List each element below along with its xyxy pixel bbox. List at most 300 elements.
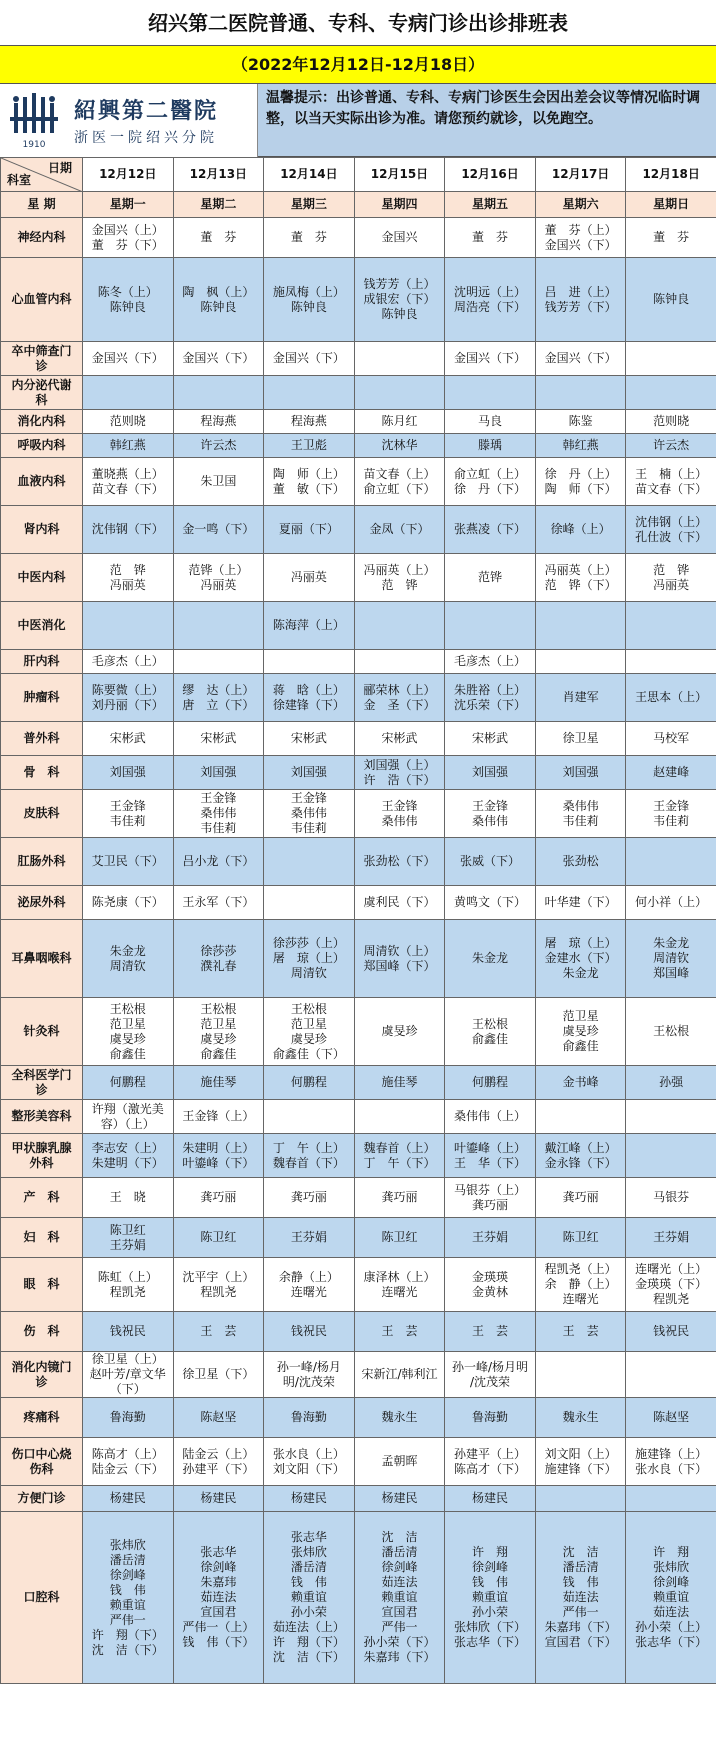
doctor-entry: 董 芬 [200, 230, 237, 244]
doctor-entry: 陈赵坚 [200, 1410, 237, 1424]
schedule-cell [626, 886, 716, 920]
schedule-cell [354, 1512, 445, 1684]
department-cell [1, 1258, 83, 1312]
schedule-cell [626, 1486, 716, 1512]
schedule-cell [354, 1352, 445, 1398]
schedule-cell [264, 920, 355, 998]
doctor-entry: 徐莎莎（上） [272, 936, 345, 950]
schedule-cell [445, 506, 536, 554]
department-cell [1, 376, 83, 410]
doctor-entry: 俞鑫佳 [472, 1031, 509, 1046]
doctor-entry: 陶 师（上） [272, 466, 345, 481]
doctor-entry: 陈卫红 [109, 1222, 146, 1237]
doctor-entry: 孙小荣（上） [635, 1620, 708, 1634]
department-name: 全科医学门 [11, 1067, 72, 1082]
doctor-entry: 孙小荣 [290, 1605, 327, 1619]
doctor-entry: 魏春首（下） [272, 1155, 345, 1170]
weekday-header: 星期五 [445, 192, 536, 218]
schedule-cell [173, 674, 264, 722]
schedule-cell [445, 838, 536, 886]
doctor-entry: 金瑛瑛（下） [635, 1277, 708, 1291]
schedule-cell [173, 258, 264, 342]
department-name: 整形美容科 [11, 1109, 72, 1123]
schedule-cell [83, 1066, 174, 1100]
department-cell [1, 458, 83, 506]
schedule-cell [626, 410, 716, 434]
doctor-entry: 吕小龙（下） [182, 854, 255, 868]
schedule-cell [83, 1100, 174, 1134]
schedule-cell [173, 1066, 264, 1100]
schedule-cell [535, 602, 626, 650]
doctor-entry: 徐剑峰 [109, 1567, 146, 1582]
doctor-entry: 何鹏程 [290, 1075, 327, 1089]
schedule-cell [626, 1218, 716, 1258]
schedule-cell [83, 886, 174, 920]
department-name: 外科 [29, 1155, 54, 1170]
header-band [0, 84, 716, 157]
schedule-cell [445, 410, 536, 434]
schedule-cell [83, 998, 174, 1066]
doctor-entry: 刘国强 [109, 765, 146, 779]
schedule-cell [354, 218, 445, 258]
doctor-entry: 金建水（下） [544, 951, 617, 965]
doctor-entry: 钱 伟 [109, 1582, 146, 1597]
schedule-cell [83, 434, 174, 458]
schedule-cell [535, 258, 626, 342]
hospital-logo [0, 84, 258, 157]
doctor-entry: 王金锋 [653, 798, 690, 813]
schedule-cell [83, 1258, 174, 1312]
weekday-header: 星期三 [264, 192, 355, 218]
schedule-row [1, 434, 716, 458]
schedule-row [1, 1512, 716, 1684]
schedule-row [1, 920, 716, 998]
doctor-entry: 郑国峰（下） [363, 958, 436, 973]
department-cell [1, 1398, 83, 1438]
doctor-entry: 钱祝民 [653, 1324, 690, 1338]
schedule-cell [354, 1100, 445, 1134]
doctor-entry: 范卫星 [290, 1016, 327, 1031]
doctor-entry: 王永军（下） [182, 895, 255, 909]
schedule-cell [626, 998, 716, 1066]
schedule-cell [173, 886, 264, 920]
schedule-cell [445, 218, 536, 258]
department-name: 口腔科 [23, 1590, 60, 1604]
doctor-entry: 徐剑峰 [200, 1560, 237, 1574]
schedule-cell [264, 342, 355, 376]
schedule-cell [173, 342, 264, 376]
schedule-row [1, 1438, 716, 1486]
doctor-entry: 宣国君 [381, 1605, 418, 1619]
schedule-cell [264, 886, 355, 920]
schedule-cell [445, 554, 536, 602]
doctor-entry: 金永锋（下） [544, 1155, 617, 1170]
doctor-entry: 范卫星 [200, 1016, 237, 1031]
doctor-entry: 张志华 [290, 1530, 327, 1544]
doctor-entry: 刘文阳（下） [272, 1461, 345, 1476]
doctor-entry: 赖重谊 [653, 1590, 690, 1604]
schedule-cell [535, 1100, 626, 1134]
schedule-cell [354, 1438, 445, 1486]
schedule-cell [535, 1178, 626, 1218]
schedule-cell [354, 258, 445, 342]
doctor-entry: 冯丽英 [653, 577, 690, 592]
schedule-cell [626, 258, 716, 342]
doctor-entry: 宋新江/韩利江 [361, 1367, 438, 1381]
department-cell [1, 506, 83, 554]
weekday-label: 星 期 [1, 192, 83, 218]
weekday-header: 星期六 [535, 192, 626, 218]
schedule-cell [535, 342, 626, 376]
schedule-cell [445, 998, 536, 1066]
schedule-cell [173, 602, 264, 650]
doctor-entry: 茹连法 [653, 1605, 690, 1619]
doctor-entry: 朱卫国 [200, 474, 237, 488]
doctor-entry: 钱祝民 [290, 1324, 327, 1338]
schedule-cell [535, 218, 626, 258]
schedule-cell [354, 1312, 445, 1352]
schedule-cell [535, 506, 626, 554]
doctor-entry: 鲁海勤 [472, 1410, 509, 1424]
doctor-entry: 金国兴（下） [454, 351, 527, 365]
department-cell [1, 554, 83, 602]
schedule-cell [354, 376, 445, 410]
schedule-cell [445, 1100, 536, 1134]
doctor-entry: 虞旻珍 [562, 1024, 599, 1038]
schedule-cell [626, 790, 716, 838]
schedule-cell [173, 920, 264, 998]
doctor-entry: 王 晓 [109, 1190, 146, 1204]
schedule-row [1, 1066, 716, 1100]
doctor-entry: 何鹏程 [109, 1075, 146, 1089]
schedule-row [1, 342, 716, 376]
schedule-cell [626, 602, 716, 650]
doctor-entry: 施佳琴 [200, 1075, 237, 1089]
schedule-cell [83, 790, 174, 838]
schedule-cell [264, 1486, 355, 1512]
schedule-cell [264, 434, 355, 458]
department-cell [1, 1312, 83, 1352]
schedule-cell [354, 790, 445, 838]
schedule-cell [173, 1178, 264, 1218]
department-cell [1, 1486, 83, 1512]
schedule-cell [445, 434, 536, 458]
schedule-cell [626, 1178, 716, 1218]
doctor-entry: 刘国强 [200, 765, 237, 779]
department-name: 伤 科 [23, 1324, 60, 1338]
schedule-cell [445, 376, 536, 410]
schedule-cell [354, 886, 445, 920]
doctor-entry: 郑国峰 [653, 966, 690, 980]
doctor-entry: 宣国君 [200, 1605, 237, 1619]
doctor-entry: 桑伟伟 [562, 798, 599, 813]
doctor-entry: 潘岳清 [562, 1560, 599, 1574]
schedule-cell [626, 458, 716, 506]
schedule-cell [445, 342, 536, 376]
doctor-entry: 程凯尧 [653, 1292, 690, 1306]
schedule-cell [83, 602, 174, 650]
schedule-row [1, 722, 716, 756]
doctor-entry: 施佳琴 [381, 1075, 418, 1089]
schedule-cell [535, 674, 626, 722]
doctor-entry: 陈卫红 [381, 1230, 418, 1244]
doctor-entry: 马银芬（上） [454, 1182, 527, 1197]
department-name: 方便门诊 [17, 1491, 66, 1505]
doctor-entry: 夏丽（下） [278, 522, 339, 536]
doctor-entry: 范铧（上） [188, 562, 249, 577]
doctor-entry: 王 芸 [200, 1324, 237, 1338]
doctor-entry: 屠 琼（上） [272, 951, 345, 965]
schedule-row [1, 1258, 716, 1312]
doctor-entry: 钱祝民 [109, 1324, 146, 1338]
doctor-entry: 连曙光 [562, 1292, 599, 1306]
doctor-entry: 范卫星 [109, 1016, 146, 1031]
doctor-entry: 施凤梅（上） [272, 284, 345, 299]
date-header: 12月18日 [626, 158, 716, 192]
doctor-entry: 冯丽英（上） [363, 562, 436, 577]
department-name: 耳鼻咽喉科 [11, 951, 72, 965]
doctor-entry: 沈乐荣（下） [454, 697, 527, 712]
doctor-entry: 连曙光（上） [635, 1262, 708, 1276]
doctor-entry: 钱 伟 [472, 1575, 509, 1589]
schedule-row [1, 1100, 716, 1134]
doctor-entry: 王松根 [109, 1001, 146, 1016]
doctor-entry: 周清钦 [290, 966, 327, 980]
schedule-row [1, 218, 716, 258]
department-cell [1, 838, 83, 886]
department-name: 消化内科 [17, 414, 66, 428]
doctor-entry: 茹连法 [562, 1590, 599, 1604]
schedule-cell [445, 650, 536, 674]
schedule-cell [264, 1178, 355, 1218]
doctor-entry: 韦佳莉 [653, 813, 690, 828]
doctor-entry: 徐莎莎 [200, 943, 237, 958]
doctor-entry: 魏永生 [381, 1410, 418, 1424]
doctor-entry: 沈伟钢（上） [635, 514, 708, 529]
doctor-entry: 王松根 [653, 1024, 690, 1038]
doctor-entry: 虞旻珍 [381, 1024, 418, 1038]
doctor-entry: 范 铧（下） [544, 577, 617, 592]
doctor-entry: 肖建军 [562, 690, 599, 704]
schedule-cell [83, 674, 174, 722]
schedule-row [1, 506, 716, 554]
doctor-entry: 毛彦杰（上） [91, 654, 164, 668]
doctor-entry: 王芬娟 [109, 1237, 146, 1252]
department-name: 肝内科 [23, 654, 60, 668]
schedule-row [1, 1352, 716, 1398]
doctor-entry: 钱 伟 [290, 1575, 327, 1589]
schedule-cell [173, 1352, 264, 1398]
schedule-cell [173, 376, 264, 410]
schedule-cell [626, 1398, 716, 1438]
schedule-cell [354, 674, 445, 722]
schedule-row [1, 1178, 716, 1218]
schedule-row [1, 410, 716, 434]
schedule-cell [354, 434, 445, 458]
doctor-entry: 陆金云（下） [91, 1461, 164, 1476]
doctor-entry: 康泽林（上） [363, 1269, 436, 1284]
schedule-cell [626, 1100, 716, 1134]
schedule-cell [535, 886, 626, 920]
doctor-entry: 王芬娟 [653, 1230, 690, 1244]
doctor-entry: 韩红燕 [109, 438, 146, 452]
doctor-entry: 宋彬武 [381, 731, 418, 745]
schedule-cell [354, 1258, 445, 1312]
doctor-entry: 魏永生 [562, 1410, 599, 1424]
doctor-entry: 王金锋 [109, 798, 146, 813]
doctor-entry: 王金锋 [290, 791, 327, 805]
doctor-entry: 李志安（上） [91, 1140, 164, 1155]
doctor-entry: 徐剑峰 [653, 1575, 690, 1589]
doctor-entry: 王松根 [200, 1001, 237, 1016]
department-cell [1, 1512, 83, 1684]
schedule-cell [626, 722, 716, 756]
schedule-cell [445, 1512, 536, 1684]
department-cell [1, 1134, 83, 1178]
doctor-entry: （下） [109, 1382, 146, 1396]
doctor-entry: 孔仕波（下） [635, 529, 708, 544]
schedule-cell [173, 410, 264, 434]
schedule-cell [264, 554, 355, 602]
doctor-entry: 郦荣林（上） [363, 682, 436, 697]
doctor-entry: 沈 洁（下） [272, 1650, 345, 1664]
department-cell [1, 722, 83, 756]
doctor-entry: 陈钟良 [290, 299, 327, 314]
schedule-cell [354, 1398, 445, 1438]
date-header-row [1, 158, 716, 192]
schedule-row [1, 838, 716, 886]
schedule-cell [445, 1398, 536, 1438]
schedule-cell [83, 1312, 174, 1352]
schedule-cell [535, 1486, 626, 1512]
doctor-entry: 朱嘉玮（下） [363, 1650, 436, 1664]
doctor-entry: 茹连法 [381, 1575, 418, 1589]
doctor-entry: 张志华（下） [635, 1635, 708, 1649]
doctor-entry: 鲁海勤 [290, 1410, 327, 1424]
doctor-entry: 王 芸 [472, 1324, 509, 1338]
department-cell [1, 602, 83, 650]
doctor-entry: 许 浩（下） [363, 772, 436, 787]
date-header: 12月12日 [83, 158, 174, 192]
schedule-table [0, 157, 716, 1684]
doctor-entry: 张炜欣 [290, 1545, 327, 1559]
doctor-entry: 苗文春（下） [91, 481, 164, 496]
doctor-entry: 王思本（上） [635, 690, 708, 704]
schedule-cell [535, 920, 626, 998]
logo-name: 紹興第二醫院 [74, 98, 219, 124]
schedule-cell [264, 410, 355, 434]
logo-text [74, 94, 218, 147]
schedule-cell [626, 434, 716, 458]
doctor-entry: 俞鑫佳 [562, 1039, 599, 1053]
schedule-cell [535, 1512, 626, 1684]
schedule-cell [173, 998, 264, 1066]
doctor-entry: 陈高才（下） [454, 1461, 527, 1476]
doctor-entry: 龚巧丽 [472, 1197, 509, 1212]
doctor-entry: 金一鸣（下） [182, 522, 255, 536]
doctor-entry: 范 铧 [381, 577, 418, 592]
doctor-entry: 王芬娟 [472, 1230, 509, 1244]
doctor-entry: 钱芳芳（上） [363, 277, 436, 291]
schedule-cell [173, 838, 264, 886]
doctor-entry: 严伟一（上） [182, 1620, 255, 1634]
doctor-entry: 杨建民 [200, 1491, 237, 1505]
department-name: 皮肤科 [23, 806, 60, 820]
schedule-cell [626, 342, 716, 376]
doctor-entry: 程凯尧 [109, 1284, 146, 1299]
schedule-cell [626, 506, 716, 554]
schedule-cell [173, 1486, 264, 1512]
doctor-entry: 苗文春（下） [635, 481, 708, 496]
doctor-entry: 范则晓 [653, 414, 690, 428]
doctor-entry: 张威（下） [460, 854, 521, 868]
schedule-cell [173, 722, 264, 756]
doctor-entry: 王金锋 [381, 798, 418, 813]
doctor-entry: 韩红燕 [562, 438, 599, 452]
doctor-entry: 金国兴（下） [544, 351, 617, 365]
department-cell [1, 920, 83, 998]
doctor-entry: 孟朝晖 [381, 1454, 418, 1468]
schedule-cell [354, 920, 445, 998]
doctor-entry: 叶华建（下） [544, 895, 617, 909]
doctor-entry: 冯丽英 [109, 577, 146, 592]
doctor-entry: 范卫星 [562, 1009, 599, 1023]
doctor-entry: 张炜欣（下） [454, 1620, 527, 1634]
schedule-cell [173, 1512, 264, 1684]
department-name: 消化内镜门 [11, 1359, 72, 1374]
doctor-entry: 陈月红 [381, 414, 418, 428]
department-cell [1, 218, 83, 258]
schedule-cell [83, 838, 174, 886]
doctor-entry: 程凯尧 [200, 1284, 237, 1299]
schedule-cell [264, 258, 355, 342]
doctor-entry: 明/沈茂荣 [282, 1374, 335, 1389]
schedule-cell [626, 838, 716, 886]
schedule-cell [83, 258, 174, 342]
doctor-entry: 朱金龙 [562, 966, 599, 980]
schedule-cell [264, 1134, 355, 1178]
doctor-entry: 桑伟伟（上） [454, 1109, 527, 1123]
doctor-entry: 俞鑫佳 [200, 1046, 237, 1061]
schedule-row [1, 1312, 716, 1352]
doctor-entry: 范 铧 [109, 562, 146, 577]
doctor-entry: /沈茂荣 [470, 1374, 511, 1389]
schedule-cell [264, 602, 355, 650]
weekday-header: 星期日 [626, 192, 716, 218]
department-cell [1, 434, 83, 458]
schedule-cell [264, 1438, 355, 1486]
doctor-entry: 俞立虹（上） [454, 466, 527, 481]
doctor-entry: 金国兴（下） [544, 237, 617, 252]
schedule-cell [83, 1218, 174, 1258]
schedule-row [1, 674, 716, 722]
doctor-entry: 虞旻珍 [200, 1031, 237, 1046]
doctor-entry: 金国兴（上） [91, 222, 164, 237]
doctor-entry: 宋彬武 [200, 731, 237, 745]
doctor-entry: 冯丽英（上） [544, 562, 617, 577]
schedule-cell [83, 650, 174, 674]
doctor-entry: 马校军 [653, 731, 690, 745]
schedule-cell [445, 1258, 536, 1312]
doctor-entry: 张炜欣 [653, 1560, 690, 1574]
schedule-cell [354, 722, 445, 756]
doctor-entry: 陈卫红 [562, 1230, 599, 1244]
schedule-cell [445, 886, 536, 920]
doctor-entry: 苗文春（上） [363, 466, 436, 481]
doctor-entry: 孙一峰/杨月明 [452, 1359, 529, 1374]
doctor-entry: 许云杰 [653, 438, 690, 452]
schedule-cell [264, 756, 355, 790]
